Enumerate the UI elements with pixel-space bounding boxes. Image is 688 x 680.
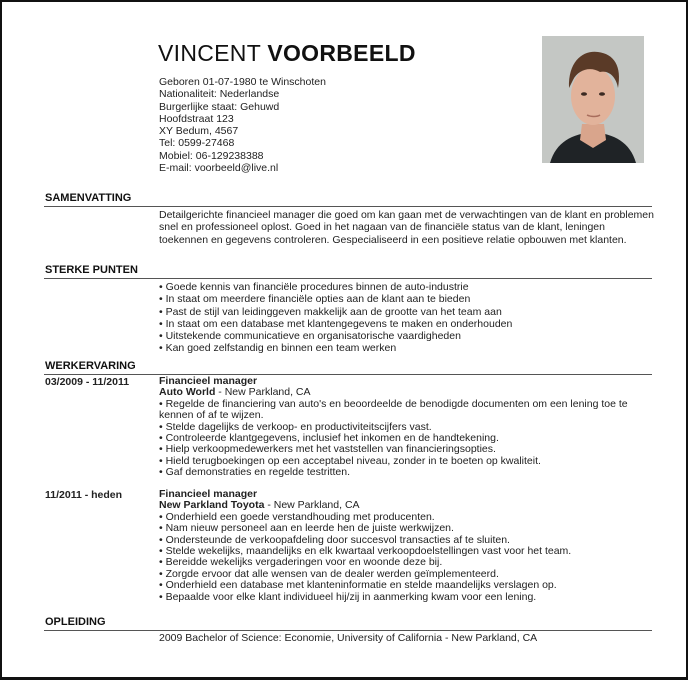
list-item: • Onderhield een goede verstandhouding met producenten. (159, 510, 435, 523)
street-address: Hoofdstraat 123 (159, 112, 234, 125)
list-item: • Gaf demonstraties en regelde testritten. (159, 466, 351, 479)
list-item: • Stelde dagelijks de verkoop- en productiviteitscijfers vast. (159, 420, 432, 433)
postal-city: XY Bedum, 4567 (159, 125, 239, 138)
list-item: • Bereidde wekelijks vergaderingen voor en woonde deze bij. (159, 556, 443, 569)
summary-heading: SAMENVATTING (45, 192, 132, 204)
first-name: VINCENT (158, 40, 261, 66)
strengths-list (159, 281, 654, 355)
summary-text: Detailgerichte financieel manager die goed om kan gaan met de verwachtingen van de klant en problemen snel en professioneel oplost. Goed in het nagaan van de financiële status van de klant, leningen toekennen en gegevens controleren. Gespecialiseerd in een positieve relatie opbouwen met klanten. (159, 209, 654, 246)
list-item: • Goede kennis van financiële procedures binnen de auto-industrie (159, 281, 469, 293)
list-item: • In staat om een database met klantengegevens te maken en onderhouden (159, 317, 513, 330)
strengths-divider (44, 278, 652, 279)
list-item: • Controleerde klantgegevens, inclusief het inkomen en de handtekening. (159, 432, 499, 445)
list-item: • Kan goed zelfstandig en binnen een team werken (159, 342, 397, 355)
job-1 (159, 376, 654, 479)
education-heading: OPLEIDING (45, 616, 106, 628)
contact-details (159, 76, 326, 174)
list-item: • Ondersteunde de verkoopafdeling door succesvol transacties af te sluiten. (159, 533, 510, 546)
job-1-dates: 03/2009 - 11/2011 (45, 376, 130, 388)
job-2-location: - New Parkland, CA (264, 499, 360, 512)
portrait-image (542, 36, 644, 163)
marital-status: Burgerlijke staat: Gehuwd (159, 100, 280, 113)
experience-divider (44, 374, 652, 375)
job-2 (159, 489, 654, 603)
birth-info: Geboren 01-07-1980 te Winschoten (159, 76, 326, 88)
mobile: Mobiel: 06-129238388 (159, 149, 264, 162)
list-item: • Uitstekende communicatieve en organisatorische vaardigheden (159, 330, 461, 343)
education-divider (44, 630, 652, 631)
last-name: VOORBEELD (267, 40, 416, 66)
summary-divider (44, 206, 652, 207)
nationality: Nationaliteit: Nederlandse (159, 88, 280, 101)
list-item: • Zorgde ervoor dat alle wensen van de dealer werden geïmplementeerd. (159, 567, 499, 580)
strengths-heading: STERKE PUNTEN (45, 264, 138, 276)
list-item: • In staat om meerdere financiële opties aan de klant aan te bieden (159, 293, 471, 306)
list-item: • Hielp verkoopmedewerkers met het vaststellen van financieringsopties. (159, 443, 496, 456)
email: E-mail: voorbeeld@live.nl (159, 162, 279, 175)
list-item: • Bepaalde voor elke klant individueel hij/zij in aanmerking kwam voor een lening. (159, 590, 537, 603)
job-2-dates: 11/2011 - heden (45, 489, 123, 501)
list-item: • Past de stijl van leidinggeven makkelijk aan de grootte van het team aan (159, 305, 502, 318)
list-item: • Onderhield een database met klanteninformatie en stelde maandelijks verslagen op. (159, 579, 557, 592)
job-2-title: Financieel manager (159, 488, 258, 500)
job-2-employer: New Parkland Toyota (159, 499, 265, 512)
list-item: • Hield terugboekingen op een acceptabel niveau, zonder in te boeten op kwaliteit. (159, 454, 541, 467)
job-1-employer: Auto World (159, 386, 216, 399)
education-entry: 2009 Bachelor of Science: Economie, University of California - New Parkland, CA (159, 632, 538, 644)
list-item: • Nam nieuw personeel aan en leerde hen de juiste werkwijzen. (159, 522, 454, 535)
phone: Tel: 0599-27468 (159, 137, 235, 150)
job-1-title: Financieel manager (159, 375, 258, 387)
list-item: • Stelde wekelijks, maandelijks en elk kwartaal verkoopdoelstellingen vast voor het team. (159, 545, 572, 558)
list-item: • Regelde de financiering van auto's en beoordeelde de benodigde documenten om een lening toe te kennen of af te wijzen. (159, 397, 628, 422)
experience-heading: WERKERVARING (45, 360, 136, 372)
job-1-location: - New Parkland, CA (215, 386, 311, 399)
candidate-name (158, 40, 416, 67)
profile-photo (542, 36, 644, 163)
